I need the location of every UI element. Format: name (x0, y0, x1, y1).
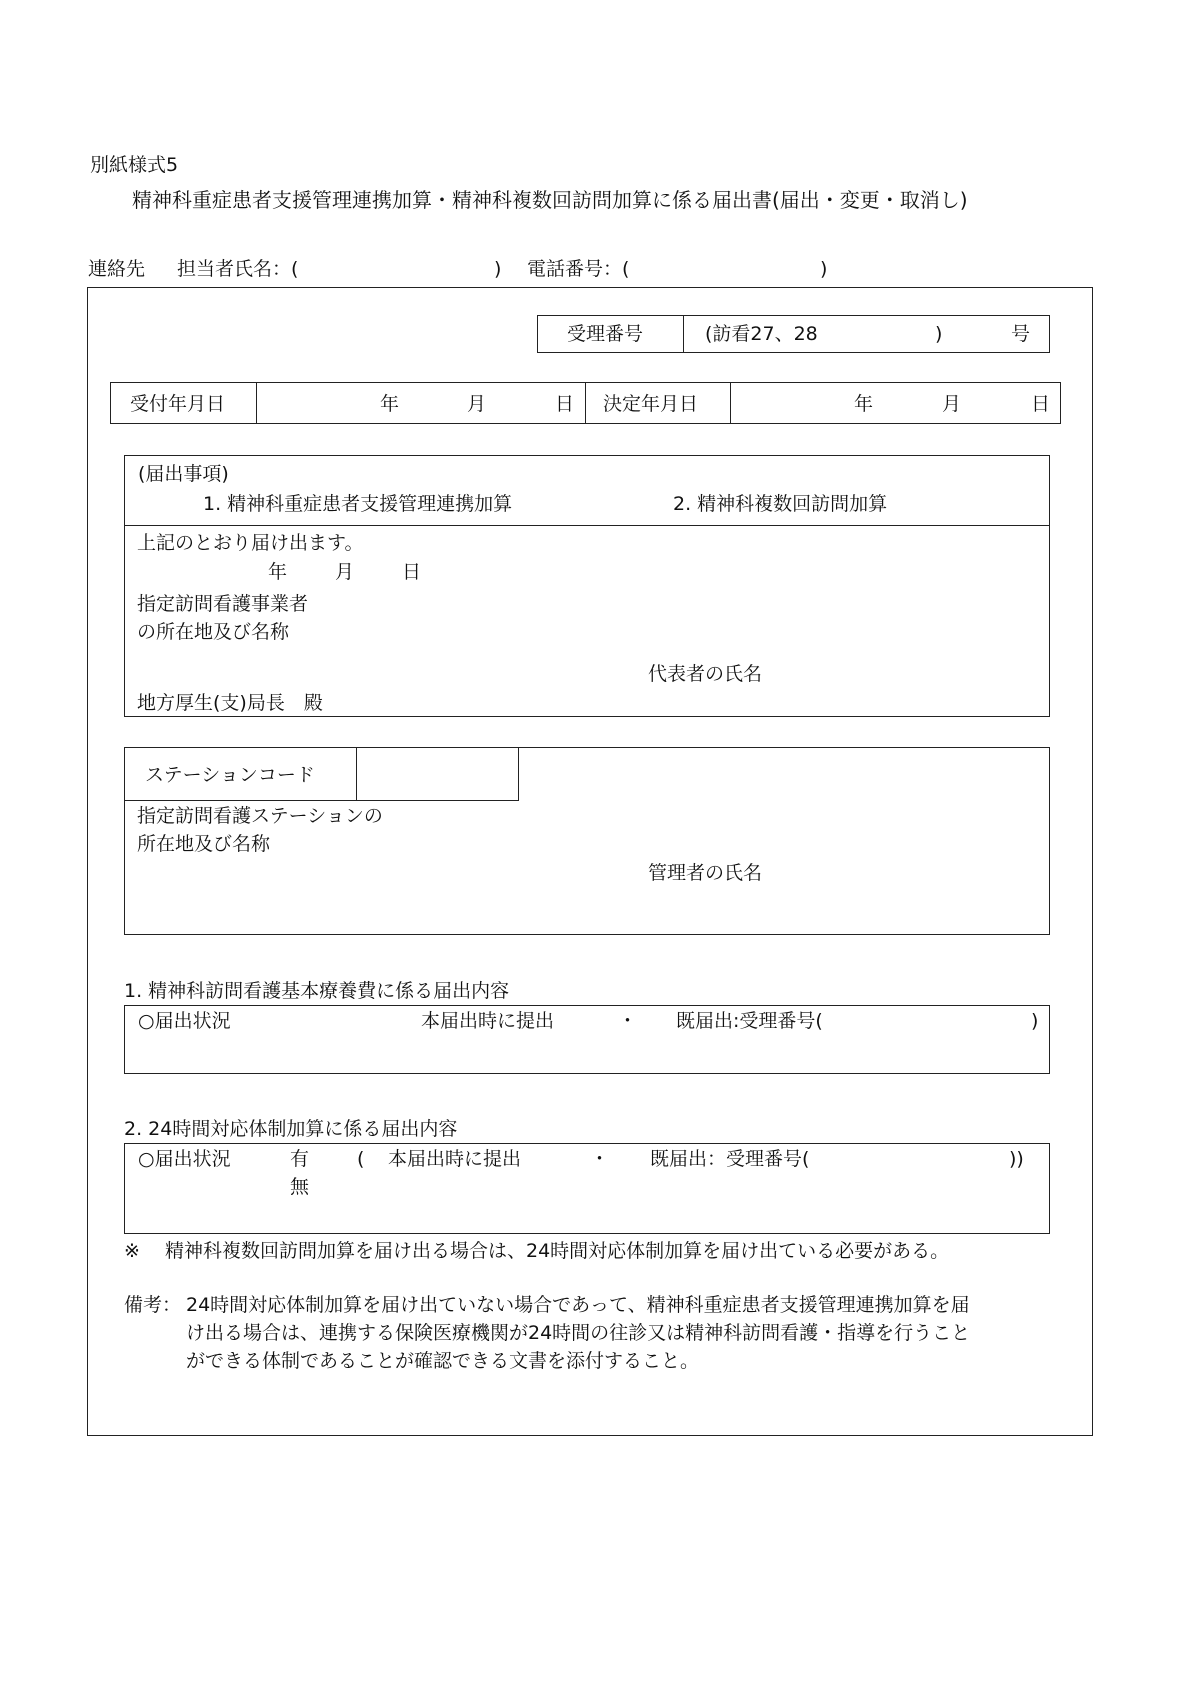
received-date-field[interactable] (259, 385, 582, 421)
receipt-suffix: 号 (1011, 323, 1031, 345)
note-mark: ※ (124, 1240, 140, 1262)
contact-label: 連絡先 (88, 258, 146, 280)
received-date-label: 受付年月日 (130, 393, 226, 415)
dates-divider-2 (585, 382, 586, 424)
form-title: 精神科重症患者支援管理連携加算・精神科複数回訪問加算に係る届出書(届出・変更・取消し) (132, 188, 968, 212)
receipt-divider (683, 315, 684, 353)
addressee: 地方厚生(支)局長 殿 (137, 692, 323, 714)
manager-label: 管理者の氏名 (648, 862, 763, 884)
section1-receipt-field[interactable] (855, 1008, 1025, 1036)
section1-dot: ・ (618, 1010, 638, 1032)
representative-label: 代表者の氏名 (648, 663, 763, 685)
section2-close: )) (1009, 1148, 1024, 1170)
received-day: 日 (555, 393, 575, 415)
section2-no[interactable]: 無 (290, 1176, 310, 1198)
section2-open-paren: ( (357, 1148, 365, 1170)
section1-close: ) (1031, 1010, 1039, 1032)
section2-status-label: ○届出状況 (138, 1148, 231, 1170)
section2-option-existing[interactable]: 既届出：受理番号( (650, 1148, 810, 1170)
contact-phone-label: 電話番号：( (527, 258, 630, 280)
decided-year: 年 (854, 393, 874, 415)
section1-status-label: ○届出状況 (138, 1010, 231, 1032)
section2-yes[interactable]: 有 (290, 1148, 310, 1170)
receipt-number-field[interactable] (822, 318, 932, 350)
receipt-label: 受理番号 (567, 323, 644, 345)
notification-year: 年 (268, 561, 288, 583)
notification-month: 月 (335, 561, 355, 583)
contact-person-field[interactable] (318, 256, 488, 282)
note-text: 精神科複数回訪問加算を届け出る場合は、24時間対応体制加算を届け出ている必要がある。 (165, 1240, 950, 1262)
decided-date-field[interactable] (733, 385, 1058, 421)
receipt-prefix: (訪看27、28 (705, 323, 818, 345)
remarks-label: 備考： (124, 1294, 182, 1316)
received-month: 月 (467, 393, 487, 415)
section1-option-existing[interactable]: 既届出:受理番号( (676, 1010, 823, 1032)
notification-item-2[interactable]: 2. 精神科複数回訪問加算 (673, 493, 888, 515)
station-code-divider (356, 747, 357, 800)
station-code-field[interactable] (359, 750, 515, 798)
notification-day: 日 (402, 561, 422, 583)
section2-option-now[interactable]: 本届出時に提出 (388, 1148, 522, 1170)
remarks-line-3: ができる体制であることが確認できる文書を添付すること。 (186, 1350, 700, 1372)
decided-day: 日 (1031, 393, 1051, 415)
contact-person-close: ) (494, 258, 502, 280)
section1-heading: 1. 精神科訪問看護基本療養費に係る届出内容 (124, 980, 510, 1002)
station-location-line2: 所在地及び名称 (137, 833, 271, 855)
received-year: 年 (380, 393, 400, 415)
operator-label-line2: の所在地及び名称 (137, 621, 290, 643)
decided-date-label: 決定年月日 (603, 393, 699, 415)
station-code-underline (124, 800, 519, 801)
decided-month: 月 (942, 393, 962, 415)
notification-heading: (届出事項) (138, 463, 229, 485)
contact-person-label: 担当者氏名：( (177, 258, 299, 280)
contact-phone-close: ) (820, 258, 828, 280)
notification-item-1[interactable]: 1. 精神科重症患者支援管理連携加算 (203, 493, 513, 515)
dates-divider-3 (730, 382, 731, 424)
section2-dot: ・ (590, 1148, 610, 1170)
notification-divider (124, 525, 1050, 526)
operator-label-line1: 指定訪問看護事業者 (137, 593, 309, 615)
station-code-right-edge (518, 747, 519, 801)
contact-phone-field[interactable] (648, 256, 808, 282)
section2-heading: 2. 24時間対応体制加算に係る届出内容 (124, 1118, 458, 1140)
notification-statement: 上記のとおり届け出ます。 (137, 532, 364, 554)
station-code-label: ステーションコード (145, 764, 315, 786)
dates-divider-1 (256, 382, 257, 424)
remarks-line-1: 24時間対応体制加算を届け出ていない場合であって、精神科重症患者支援管理連携加算を届 (186, 1294, 970, 1316)
section1-option-now[interactable]: 本届出時に提出 (421, 1010, 555, 1032)
section2-receipt-field[interactable] (836, 1146, 1006, 1174)
station-location-line1: 指定訪問看護ステーションの (137, 805, 383, 827)
form-number: 別紙様式5 (90, 154, 179, 176)
remarks-line-2: け出る場合は、連携する保険医療機関が24時間の往診又は精神科訪問看護・指導を行うこと (186, 1322, 971, 1344)
receipt-close: ) (935, 323, 943, 345)
